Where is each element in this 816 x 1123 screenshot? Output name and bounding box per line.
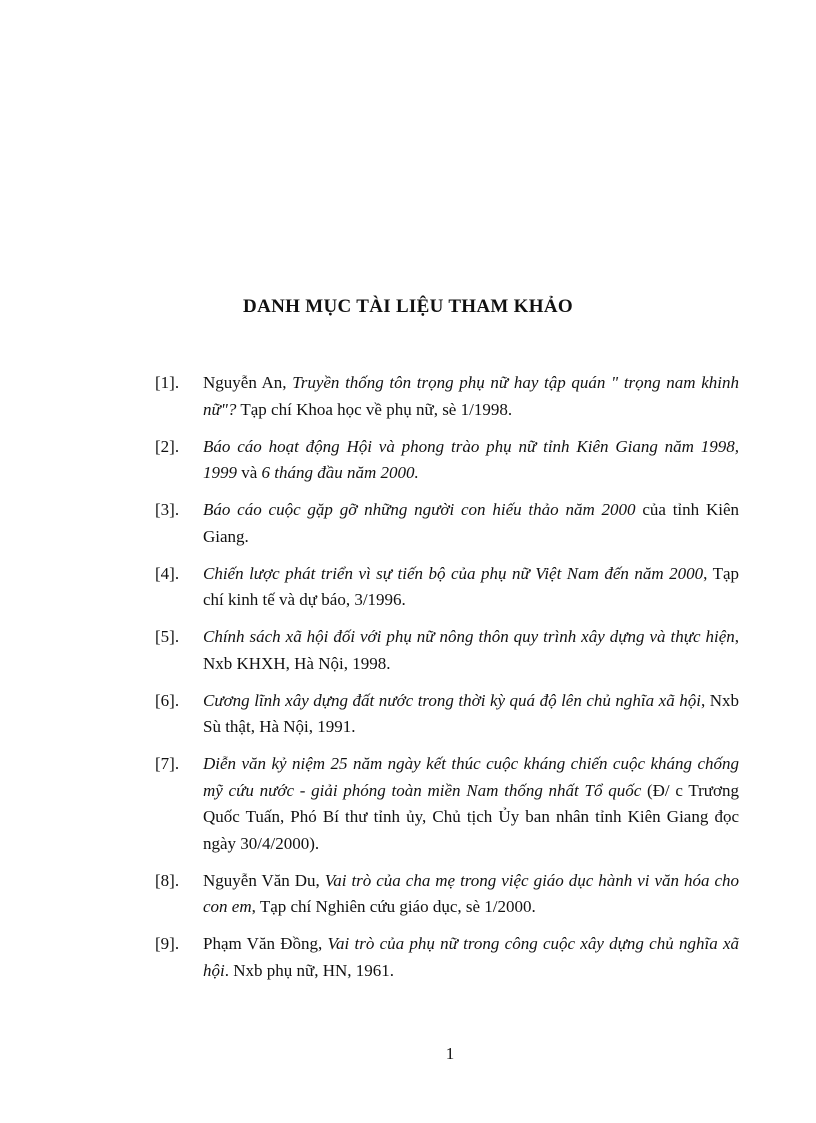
- reference-source: của tỉnh Kiên Giang.: [203, 500, 739, 546]
- reference-text: [203, 434, 739, 487]
- reference-item: [155, 561, 739, 614]
- reference-title: Diễn văn kỷ niệm 25 năm ngày kết thúc cuộc kháng chiến cuộc kháng chống mỹ cứu nước - giải phóng toàn miền Nam thống nhất Tổ quốc: [203, 754, 739, 800]
- reference-item: [155, 751, 739, 857]
- reference-title: Vai trò của phụ nữ trong công cuộc xây dựng chủ nghĩa xã hội: [203, 934, 739, 980]
- reference-title: Chiến lược phát triển vì sự tiến bộ của phụ nữ Việt Nam đến năm 2000: [203, 563, 704, 583]
- reference-item: [155, 624, 739, 677]
- reference-source: , Nxb KHXH, Hà Nội, 1998.: [203, 627, 739, 673]
- reference-source: , Tạp chí Nghiên cứu giáo dục, sè 1/2000.: [251, 897, 536, 916]
- reference-source: , Tạp chí kinh tế và dự báo, 3/1996.: [203, 563, 740, 609]
- reference-text: [203, 561, 739, 614]
- reference-item: [155, 868, 739, 921]
- reference-author: Phạm Văn Đồng,: [203, 934, 328, 953]
- reference-source: Tạp chí Khoa học về phụ nữ, sè 1/1998.: [236, 399, 513, 419]
- reference-author: Nguyễn Văn Du,: [203, 870, 325, 890]
- reference-source: , Nxb Sù thật, Hà Nội, 1991.: [203, 690, 739, 736]
- reference-number: [8].: [155, 870, 180, 890]
- page-title: DANH MỤC TÀI LIỆU THAM KHẢO: [243, 296, 573, 317]
- reference-number: [6].: [155, 690, 180, 710]
- reference-item: [155, 497, 739, 550]
- reference-item: [155, 688, 739, 741]
- reference-text: [203, 751, 739, 857]
- reference-text: [203, 931, 739, 984]
- reference-author: Nguyễn An,: [203, 373, 293, 392]
- reference-title-continued: 6 tháng đầu năm 2000.: [261, 463, 419, 482]
- reference-item: [155, 931, 739, 984]
- reference-title: Cương lĩnh xây dựng đất nước trong thời kỳ quá độ lên chủ nghĩa xã hội: [203, 690, 701, 710]
- reference-text: [203, 868, 739, 921]
- reference-number: [7].: [155, 754, 180, 773]
- reference-source: . Nxb phụ nữ, HN, 1961.: [224, 960, 395, 980]
- reference-item: [155, 370, 739, 423]
- page-number: 1: [445, 1044, 455, 1063]
- reference-list: [155, 370, 739, 995]
- reference-connector: và: [237, 463, 262, 482]
- reference-number: [5].: [155, 627, 180, 646]
- reference-number: [2].: [155, 436, 180, 456]
- reference-number: [9].: [155, 934, 180, 953]
- reference-text: [203, 370, 739, 423]
- reference-title: Truyền thống tôn trọng phụ nữ hay tập quán " trọng nam khinh nữ"?: [203, 373, 739, 419]
- reference-title: Chính sách xã hội đối với phụ nữ nông thôn quy trình xây dựng và thực hiện: [203, 627, 735, 646]
- reference-text: [203, 624, 739, 677]
- reference-text: [203, 688, 739, 741]
- reference-text: [203, 497, 739, 550]
- reference-item: [155, 434, 739, 487]
- reference-number: [3].: [155, 500, 180, 519]
- reference-title: Báo cáo cuộc gặp gỡ những người con hiếu thảo năm 2000: [203, 500, 636, 519]
- reference-number: [4].: [155, 563, 180, 583]
- reference-title: Vai trò của cha mẹ trong việc giáo dục hành vi văn hóa cho con em: [203, 870, 739, 916]
- reference-source: (Đ/ c Trương Quốc Tuấn, Phó Bí thư tỉnh ủy, Chủ tịch Ủy ban nhân tỉnh Kiên Giang đọc ngày 30/4/2000).: [203, 780, 739, 853]
- reference-title: Báo cáo hoạt động Hội và phong trào phụ nữ tỉnh Kiên Giang năm 1998, 1999: [203, 436, 739, 482]
- reference-number: [1].: [155, 373, 180, 392]
